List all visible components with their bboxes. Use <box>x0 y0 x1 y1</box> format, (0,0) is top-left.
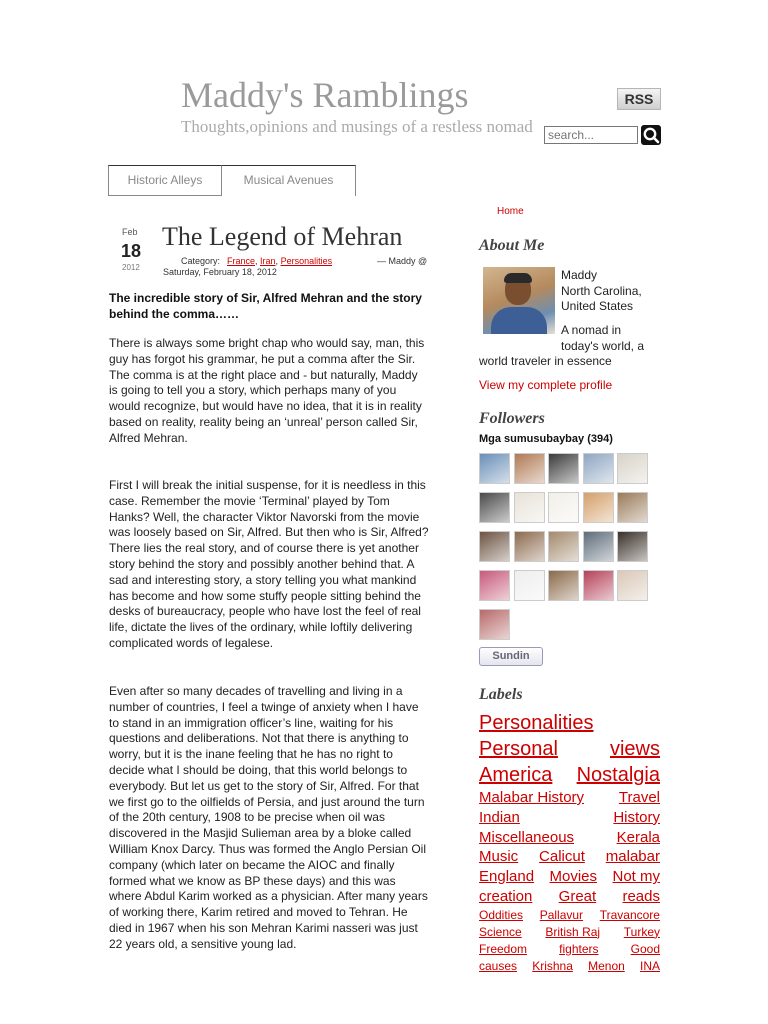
post-date-line: Saturday, February 18, 2012 <box>163 267 277 277</box>
follower-avatar[interactable] <box>548 570 579 601</box>
label-link[interactable]: INA <box>639 958 660 973</box>
follower-avatar[interactable] <box>479 453 510 484</box>
follower-avatar[interactable] <box>514 531 545 562</box>
label-row <box>479 907 660 924</box>
label-row <box>479 808 660 828</box>
about-desc-line2: today's world, a <box>561 338 644 353</box>
follower-avatar[interactable] <box>548 492 579 523</box>
about-info <box>561 268 671 315</box>
label-link[interactable]: History <box>613 808 660 826</box>
label-link[interactable]: Science <box>479 924 522 939</box>
follower-avatar[interactable] <box>617 453 648 484</box>
label-link[interactable]: malabar <box>605 848 660 866</box>
label-link[interactable]: fighters <box>559 941 599 956</box>
label-link[interactable]: Personalities <box>479 712 594 734</box>
category-list: France, Iran, Personalities <box>227 256 333 266</box>
about-location-line1: North Carolina, <box>561 283 642 298</box>
post-date-month: Feb <box>122 227 138 237</box>
site-description: Thoughts,opinions and musings of a restless nomad <box>181 117 533 136</box>
post-date-day: 18 <box>121 241 142 261</box>
label-link[interactable]: creation <box>479 887 533 905</box>
tab-musical-avenues[interactable]: Musical Avenues <box>222 165 356 196</box>
follower-avatar[interactable] <box>479 609 510 640</box>
label-link[interactable]: Pallavur <box>539 907 584 922</box>
category-link-france[interactable]: France <box>227 256 256 266</box>
label-link[interactable]: Malabar History <box>479 789 585 806</box>
follower-avatar[interactable] <box>617 492 648 523</box>
followers-heading: Followers <box>479 410 545 427</box>
search-icon <box>641 125 661 145</box>
follower-avatar[interactable] <box>548 453 579 484</box>
follower-avatar[interactable] <box>583 453 614 484</box>
about-name[interactable]: Maddy <box>561 268 598 282</box>
label-row <box>479 710 660 736</box>
post-paragraph: Even after so many decades of travelling and living in a number of countries, I feel a twinge of anxiety when I have to stand in an immigration officer’s line, waiting for his questions and deliberations. Not that there is anything to worry, but it is the inane feeling that he has no right to decide what I should be doing, that this world belongs to everybody. But let us get to the story of Sir, Alfred. For that we first go to the oilfields of Persia, and just around the turn of the 20th century, 1908 to be precise when oil was discovered in the Masjid Sulieman area by a bloke called William Knox Darcy. Thus was formed the Anglo Persian Oil company (which later on became the AIOC and finally formed what we know as BP these days) and this was where Abdul Karim worked as a physician. After many years of working there, Karim retired and moved to Tehran. He died in 1967 when his son Mehran Karimi nasseri was just 22 years old, a sensitive young lad. <box>109 684 428 951</box>
search-input[interactable] <box>544 126 638 144</box>
follower-avatar[interactable] <box>479 531 510 562</box>
labels-cloud <box>479 710 660 975</box>
post-paragraph: There is always some bright chap who would say, man, this guy has forgot his grammar, he put a comma after the Sir. The comma is at the right place and - but naturally, Maddy is going to tell you a story, which perhaps many of you would recognize, but would have no idea, that it is in reality based on reality, reality being an ‘unreal’ person called Sir, Alfred Mehran. <box>109 336 425 445</box>
label-link[interactable]: Miscellaneous <box>479 828 575 846</box>
follower-avatar[interactable] <box>514 453 545 484</box>
label-link[interactable]: Music <box>479 848 519 866</box>
label-link[interactable]: Turkey <box>623 924 660 939</box>
post-paragraph: First I will break the initial suspense, for it is needless in this case. Remember the movie ‘Terminal’ played by Tom Hanks? Well, the character Viktor Navorski from the movie was loosely based on Sir, Alfred. But then who is Sir, Alfred? There lies the real story, and of course there is yet another story behind the story and possibly another behind that. A sad and interesting story, a story telling you what mankind has become and how some stuffy people sitting behind the desks of bureaucracy, people who have lost the feel of real life, dictate the lives of the ordinary, while loftily delivering complicated words of legalese. <box>109 478 429 650</box>
about-location-line2: United States <box>561 299 634 314</box>
tab-historic-alleys[interactable]: Historic Alleys <box>108 165 222 196</box>
label-link[interactable]: Travel <box>618 789 660 806</box>
label-link[interactable]: Calicut <box>539 848 585 866</box>
category-link-personalities[interactable]: Personalities <box>280 256 333 266</box>
label-link[interactable]: Good <box>630 941 660 956</box>
follower-avatar[interactable] <box>479 492 510 523</box>
top-nav <box>108 165 356 196</box>
follower-avatar[interactable] <box>514 492 545 523</box>
labels-heading: Labels <box>479 686 523 703</box>
label-row <box>479 736 660 762</box>
search-button[interactable] <box>641 125 661 145</box>
label-link[interactable]: England <box>479 868 535 886</box>
follower-avatar[interactable] <box>548 531 579 562</box>
label-row <box>479 958 660 975</box>
about-desc-line1: A nomad in <box>561 323 622 337</box>
post-author: — Maddy @ <box>377 256 428 266</box>
label-link[interactable]: Personal <box>479 738 558 760</box>
post-title[interactable]: The Legend of Mehran <box>162 222 403 251</box>
home-link[interactable]: Home <box>497 206 524 217</box>
label-row <box>479 847 660 867</box>
about-description <box>479 323 659 370</box>
label-link[interactable]: Indian <box>479 808 520 826</box>
followers-count[interactable]: Mga sumusubaybay (394) <box>479 433 613 445</box>
label-row <box>479 941 660 958</box>
about-heading: About Me <box>479 237 545 254</box>
label-row <box>479 867 660 887</box>
label-link[interactable]: Great <box>558 887 597 905</box>
label-link[interactable]: Freedom <box>479 941 528 956</box>
label-row <box>479 762 660 788</box>
label-link[interactable]: Movies <box>549 868 598 886</box>
follower-avatar[interactable] <box>583 531 614 562</box>
label-link[interactable]: Oddities <box>479 907 524 922</box>
label-link[interactable]: views <box>609 738 660 760</box>
label-link[interactable]: Travancore <box>599 907 660 922</box>
label-link[interactable]: Nostalgia <box>576 764 660 786</box>
view-profile-link[interactable]: View my complete profile <box>479 378 613 392</box>
category-link-iran[interactable]: Iran <box>260 256 276 266</box>
label-row <box>479 924 660 941</box>
category-label: Category: <box>181 256 221 266</box>
site-title[interactable]: Maddy's Ramblings <box>181 75 469 115</box>
follower-avatar[interactable] <box>583 570 614 601</box>
label-link[interactable]: causes <box>479 958 518 973</box>
follower-avatar[interactable] <box>514 570 545 601</box>
follow-button[interactable]: Sundin <box>479 647 543 666</box>
label-link[interactable]: Menon <box>588 958 625 973</box>
post-lead: The incredible story of Sir, Alfred Mehran and the story behind the comma…… <box>109 291 422 321</box>
follower-avatar[interactable] <box>617 531 648 562</box>
about-desc-line3: world traveler in essence <box>479 354 612 369</box>
label-row <box>479 788 660 808</box>
rss-button[interactable]: RSS <box>617 88 661 110</box>
label-link[interactable]: Krishna <box>532 958 573 973</box>
label-link[interactable]: reads <box>622 887 660 905</box>
label-link[interactable]: Not my <box>612 868 660 886</box>
label-row <box>479 887 660 907</box>
label-link[interactable]: British Raj <box>545 924 601 939</box>
label-row <box>479 828 660 848</box>
label-link[interactable]: Kerala <box>616 828 660 846</box>
follower-avatar[interactable] <box>479 570 510 601</box>
follower-avatar[interactable] <box>583 492 614 523</box>
post-date-year: 2012 <box>122 263 140 272</box>
follower-avatar[interactable] <box>617 570 648 601</box>
label-link[interactable]: America <box>479 764 553 786</box>
